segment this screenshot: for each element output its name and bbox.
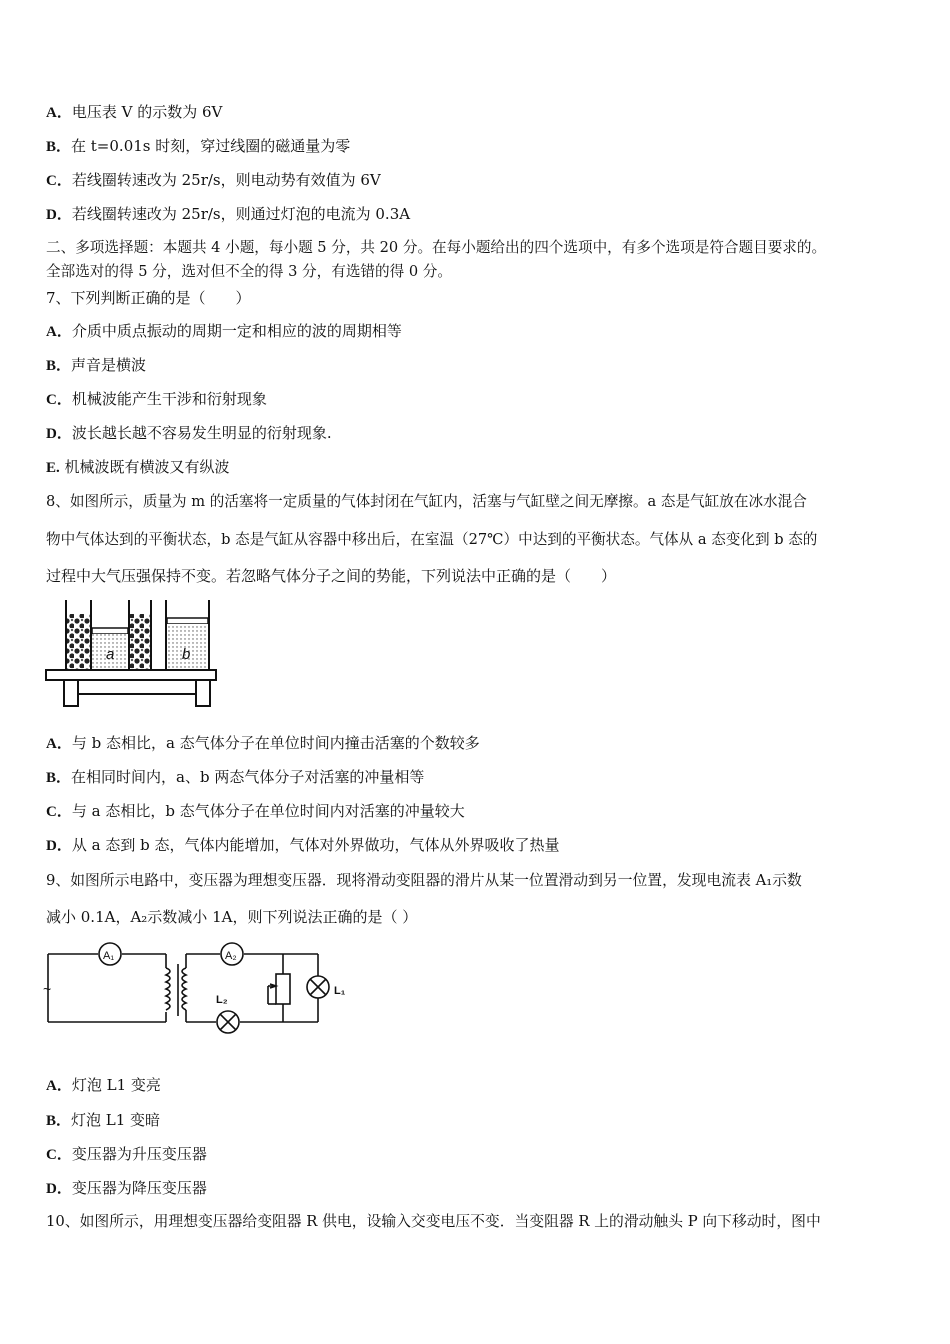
secondary-coil — [182, 968, 186, 1010]
label-l2: L₂ — [216, 994, 228, 1006]
option-text: 与 b 态相比，a 态气体分子在单位时间内撞击活塞的个数较多 — [71, 734, 480, 752]
option-text: 与 a 态相比，b 态气体分子在单位时间内对活塞的冲量较大 — [71, 802, 465, 820]
q9-option-a — [46, 1075, 161, 1096]
option-letter: D． — [46, 1181, 72, 1197]
lamp-l1 — [307, 976, 329, 998]
option-text: 介质中质点振动的周期一定和相应的波的周期相等 — [71, 322, 402, 340]
option-letter: C． — [46, 804, 72, 820]
option-text: 波长越长越不容易发生明显的衍射现象. — [71, 424, 332, 442]
lamp-l2 — [217, 1011, 239, 1033]
q7-stem: 7、下列判断正确的是（ ） — [46, 289, 251, 307]
stand-leg-right — [196, 680, 210, 706]
piston-b — [167, 618, 208, 624]
option-letter: B． — [46, 1113, 72, 1129]
q8-stem-line3: 过程中大气压强保持不变。若忽略气体分子之间的势能，下列说法中正确的是（ ） — [46, 567, 617, 585]
label-b: b — [182, 646, 191, 663]
option-text: 灯泡 L1 变亮 — [71, 1076, 161, 1094]
q7-option-d — [46, 423, 332, 444]
q8-option-a — [46, 733, 480, 754]
option-text: 从 a 态到 b 态，气体内能增加，气体对外界做功，气体从外界吸收了热量 — [71, 836, 560, 854]
q8-option-b — [46, 767, 424, 788]
stand-leg-left — [64, 680, 78, 706]
q9-circuit-figure — [40, 938, 360, 1038]
ice-mix-right — [130, 614, 150, 670]
q9-option-d — [46, 1178, 207, 1199]
option-letter: D． — [46, 838, 72, 854]
q7-option-a — [46, 321, 402, 342]
option-letter: B． — [46, 770, 72, 786]
rheostat — [268, 974, 290, 1004]
section-heading-line1: 二、多项选择题：本题共 4 小题，每小题 5 分，共 20 分。在每小题给出的四个选项中，有多个选项是符合题目要求的。 — [46, 239, 827, 256]
option-text: 灯泡 L1 变暗 — [71, 1111, 161, 1129]
q7-option-b — [46, 355, 146, 376]
q10-stem-line1: 10、如图所示，用理想变压器给变阻器 R 供电，设输入交变电压不变．当变阻器 R 上的滑动触头 P 向下移动时，图中 — [46, 1213, 821, 1230]
option-letter: D． — [46, 207, 72, 223]
option-text: 机械波能产生干涉和衍射现象 — [71, 390, 267, 408]
option-letter: D． — [46, 426, 72, 442]
label-a: a — [106, 646, 115, 663]
q6-option-a — [46, 102, 222, 123]
q9-stem-line2: 减小 0.1A，A₂示数减小 1A，则下列说法正确的是（ ） — [46, 908, 418, 926]
option-text: 声音是横波 — [71, 356, 147, 374]
q8-option-c — [46, 801, 465, 822]
option-letter: A． — [46, 736, 72, 752]
option-text: 若线圈转速改为 25r/s，则电动势有效值为 6V — [71, 171, 381, 189]
option-letter: A． — [46, 1078, 72, 1094]
q6-option-b — [46, 136, 350, 157]
option-text: 变压器为降压变压器 — [71, 1179, 207, 1197]
option-text: 电压表 V 的示数为 6V — [71, 103, 223, 121]
piston-a — [92, 628, 128, 634]
option-letter: C． — [46, 173, 72, 189]
q9-stem-line1: 9、如图所示电路中，变压器为理想变压器．现将滑动变阻器的滑片从某一位置滑动到另一位置，发现电流表 A₁示数 — [46, 872, 802, 889]
q6-option-c — [46, 170, 381, 191]
option-letter: A． — [46, 105, 72, 121]
q8-cylinder-figure — [44, 598, 220, 710]
option-text: 在相同时间内，a、b 两态气体分子对活塞的冲量相等 — [71, 768, 425, 786]
section-heading-line2: 全部选对的得 5 分，选对但不全的得 3 分，有选错的得 0 分。 — [46, 263, 452, 280]
option-letter: B． — [46, 139, 72, 155]
option-text: 若线圈转速改为 25r/s，则通过灯泡的电流为 0.3A — [71, 205, 411, 223]
q8-option-d — [46, 835, 559, 856]
label-l1: L₁ — [334, 985, 346, 997]
option-letter: B． — [46, 358, 72, 374]
option-text: 变压器为升压变压器 — [71, 1145, 207, 1163]
ammeter-a1 — [99, 943, 121, 965]
q7-option-c — [46, 389, 267, 410]
option-letter: E. — [46, 460, 60, 476]
primary-coil — [166, 968, 170, 1010]
q8-stem-line1: 8、如图所示，质量为 m 的活塞将一定质量的气体封闭在气缸内，活塞与气缸壁之间无摩擦。a 态是气缸放在冰水混合 — [46, 493, 807, 510]
ac-source-symbol: ~ — [43, 981, 52, 997]
option-letter: A． — [46, 324, 72, 340]
ice-mix-left — [67, 614, 90, 670]
label-a1: A₁ — [103, 950, 115, 962]
q9-option-b — [46, 1110, 160, 1131]
option-text: 在 t=0.01s 时刻，穿过线圈的磁通量为零 — [71, 137, 351, 155]
stand-top — [46, 670, 216, 680]
q6-option-d — [46, 204, 410, 225]
container-wall-left — [65, 600, 67, 670]
q7-option-e — [46, 457, 230, 478]
q8-stem-line2: 物中气体达到的平衡状态，b 态是气缸从容器中移出后，在室温（27℃）中达到的平衡状态。气体从 a 态变化到 b 态的 — [46, 531, 818, 548]
container-wall-right — [150, 600, 152, 670]
option-text: 机械波既有横波又有纵波 — [59, 458, 230, 476]
option-letter: C． — [46, 392, 72, 408]
ammeter-a2 — [221, 943, 243, 965]
label-a2: A₂ — [225, 950, 237, 962]
option-letter: C． — [46, 1147, 72, 1163]
q9-option-c — [46, 1144, 207, 1165]
